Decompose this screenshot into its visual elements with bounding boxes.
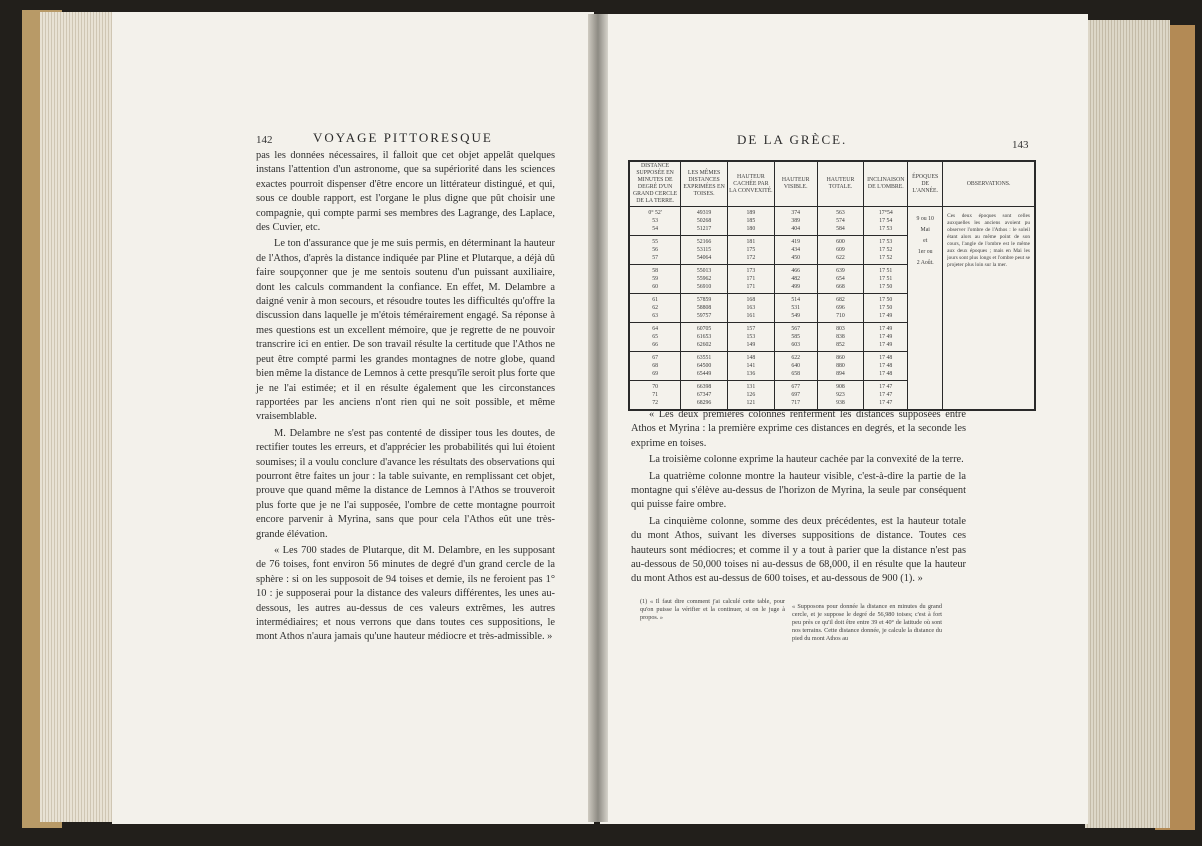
table-value: 567 [791, 326, 801, 332]
table-value: 17 52 [879, 247, 893, 253]
table-cell-incl [864, 352, 908, 381]
table-value: 64 [652, 326, 658, 332]
table-value: 66398 [696, 384, 712, 390]
table-value: 52166 [696, 239, 712, 245]
epoque-line: et [923, 238, 928, 244]
table-cell-toises [681, 236, 728, 265]
table-value: 17 49 [879, 326, 893, 332]
table-cell-cachee [727, 323, 774, 352]
table-value: 17 54 [879, 218, 893, 224]
table-value: 17 52 [879, 255, 893, 261]
table-value: 69 [652, 371, 658, 377]
table-cell-visible [774, 236, 817, 265]
table-value: 17 49 [879, 334, 893, 340]
table-value: 499 [791, 284, 801, 290]
left-paragraph: pas les données nécessaires, il falloit que cet objet appelât quelques instans l'attention d'un astronome, que sa supériorité dans les sciences exactes pourroit dispenser d'être encore un littérateur distingué, et qui, sous ce double rapport, est l'organe le plus digne que pût choisir une compagnie, qui compte parmi ses membres des Lagrange, des Laplace, des Cuvier, etc. [256, 150, 555, 234]
table-value: 181 [746, 239, 756, 245]
table-value: 677 [791, 384, 801, 390]
table-value: 175 [746, 247, 756, 253]
table-cell-cachee [727, 265, 774, 294]
table-value: 654 [836, 276, 845, 282]
table-value: 148 [746, 355, 756, 361]
table-value: 54 [652, 226, 658, 232]
table-cell-incl [864, 294, 908, 323]
table-value: 62602 [696, 342, 712, 348]
table-header: INCLINAISON DE L'OMBRE. [864, 161, 908, 207]
table-cell-visible [774, 381, 817, 411]
table-value: 53115 [696, 247, 712, 253]
table-value: 63 [652, 313, 658, 319]
table-value: 57859 [696, 297, 712, 303]
table-value: 180 [746, 226, 756, 232]
table-value: 668 [836, 284, 845, 290]
right-paragraph: « Les deux premières colonnes renferment les distances supposées entre Athos et Myrina : la première exprime ces distances en degrés, et la seconde les exprime en toises. [631, 409, 966, 449]
table-value: 852 [836, 342, 845, 348]
table-value: 153 [746, 334, 756, 340]
table-value: 185 [746, 218, 756, 224]
table-value: 56 [652, 247, 658, 253]
table-header: HAUTEUR TOTALE. [817, 161, 864, 207]
table-cell-dist [629, 236, 681, 265]
table-value: 173 [746, 268, 756, 274]
table-cell-visible [774, 265, 817, 294]
page-edges-right [1085, 20, 1170, 828]
table-value: 149 [746, 342, 756, 348]
table-cell-dist [629, 207, 681, 236]
table-value: 563 [836, 210, 845, 216]
table-value: 710 [836, 313, 845, 319]
table-value: 71 [652, 392, 658, 398]
table-value: 63551 [696, 355, 712, 361]
table-value: 860 [836, 355, 845, 361]
table-cell-toises [681, 265, 728, 294]
right-paragraph: La quatrième colonne montre la hauteur visible, c'est-à-dire la partie de la montagne qui s'élève au-dessus de l'horizon de Myrina, la seule par conséquent qui puisse faire ombre. [631, 470, 966, 511]
table-value: 56910 [696, 284, 712, 290]
table-value: 66 [652, 342, 658, 348]
footnote: (1) « Il faut dire comment j'ai calculé cette table, pour qu'on puisse la vérifier et la continuer, si on le juge à propos. » [640, 598, 785, 621]
table-value: 17 48 [879, 363, 893, 369]
table-value: 59 [652, 276, 658, 282]
table-value: 64500 [696, 363, 712, 369]
table-value: 584 [836, 226, 845, 232]
table-value: 58 [652, 268, 658, 274]
table-value: 640 [791, 363, 801, 369]
table-value: 60 [652, 284, 658, 290]
epoque-line: 9 ou 10 [916, 216, 934, 222]
table-value: 55962 [696, 276, 712, 282]
table-value: 17 48 [879, 355, 893, 361]
table-value: 70 [652, 384, 658, 390]
table-cell-incl [864, 381, 908, 411]
table-value: 514 [791, 297, 801, 303]
table-header: HAUTEUR CACHÉE PAR LA CONVEXITÉ. [727, 161, 774, 207]
observation-text: Ces deux époques sont celles auxquelles les anciens avoient pu observer l'ombre de l'Athos : le soleil étant alors au même point de son cours, l'angle de l'ombre est le même aux deux époques ; mais en Mai les jours sont plus longs et l'ombre peut se projeter plus loin sur la mer. [947, 213, 1030, 268]
table-value: 603 [791, 342, 801, 348]
table-value: 58808 [696, 305, 712, 311]
right-running-head: DE LA GRÈCE. [737, 132, 848, 147]
table-value: 450 [791, 255, 801, 261]
table-value: 53 [652, 218, 658, 224]
table-cell-visible [774, 352, 817, 381]
table-value: 894 [836, 371, 845, 377]
table-cell-totale [817, 323, 864, 352]
table-value: 466 [791, 268, 801, 274]
table-value: 17 47 [879, 400, 893, 406]
table-cell-incl [864, 265, 908, 294]
table-header: ÉPOQUES DE L'ANNÉE. [908, 161, 943, 207]
table-value: 696 [836, 305, 845, 311]
right-page-number: 143 [1012, 139, 1029, 151]
table-value: 803 [836, 326, 845, 332]
table-value: 17 53 [879, 226, 893, 232]
table-value: 17°54 [878, 210, 893, 216]
left-page-number: 142 [256, 134, 273, 146]
page-edges-left [40, 12, 115, 822]
table-value: 55013 [696, 268, 712, 274]
table-cell-toises [681, 207, 728, 236]
table-cell-dist [629, 381, 681, 411]
table-value: 574 [836, 218, 845, 224]
table-value: 172 [746, 255, 756, 261]
table-cell-visible [774, 207, 817, 236]
table-value: 717 [791, 400, 801, 406]
table-cell-incl [864, 207, 908, 236]
right-paragraph: La cinquième colonne, somme des deux précédentes, est la hauteur totale du mont Athos, suivant les diverses suppositions de distance. Toutes ces hauteurs sont médiocres; et comme il y a tout à parier que la distance n'est pas au-dessous de 50,000 toises ni au-dessus de 68,000, il en résulte que la hauteur du mont Athos est au-dessus de 600 toises, et au-dessous de 900 (1). » [631, 515, 966, 585]
table-cell-totale [817, 236, 864, 265]
table-header: OBSERVATIONS. [943, 161, 1035, 207]
table-value: 171 [746, 276, 756, 282]
table-value: 17 48 [879, 371, 893, 377]
right-body-text [631, 408, 966, 589]
table-value: 171 [746, 284, 756, 290]
table-value: 51217 [696, 226, 712, 232]
table-value: 72 [652, 400, 658, 406]
table-cell-cachee [727, 381, 774, 411]
table-body [629, 207, 1035, 411]
table-value: 189 [746, 210, 756, 216]
table-value: 17 50 [879, 297, 893, 303]
table-value: 609 [836, 247, 845, 253]
table-value: 60705 [696, 326, 712, 332]
table-cell-totale [817, 207, 864, 236]
table-value: 404 [791, 226, 801, 232]
table-value: 838 [836, 334, 845, 340]
epoque-line: Mai [920, 227, 930, 233]
epoques-cell [908, 207, 943, 411]
table-value: 880 [836, 363, 845, 369]
table-value: 434 [791, 247, 801, 253]
table-value: 482 [791, 276, 801, 282]
table-value: 639 [836, 268, 845, 274]
table-value: 908 [836, 384, 845, 390]
table-value: 658 [791, 371, 801, 377]
table-value: 17 49 [879, 342, 893, 348]
table-value: 65449 [696, 371, 712, 377]
table-cell-visible [774, 294, 817, 323]
table-value: 67347 [696, 392, 712, 398]
table-value: 141 [746, 363, 756, 369]
table-value: 549 [791, 313, 801, 319]
table-value: 50268 [696, 218, 712, 224]
table-value: 59757 [696, 313, 712, 319]
table-cell-toises [681, 294, 728, 323]
table-value: 17 47 [879, 384, 893, 390]
table-value: 49319 [696, 210, 712, 216]
table-value: 531 [791, 305, 801, 311]
table-value: 136 [746, 371, 756, 377]
left-running-head: VOYAGE PITTORESQUE [313, 130, 493, 145]
table-value: 161 [746, 313, 756, 319]
table-value: 62 [652, 305, 658, 311]
table-cell-toises [681, 323, 728, 352]
table-cell-incl [864, 236, 908, 265]
footnote-left-column [640, 598, 785, 622]
table-value: 17 53 [879, 239, 893, 245]
table-cell-toises [681, 352, 728, 381]
table-cell-dist [629, 352, 681, 381]
table-header: HAUTEUR VISIBLE. [774, 161, 817, 207]
table-cell-toises [681, 381, 728, 411]
table-value: 923 [836, 392, 845, 398]
table-cell-dist [629, 265, 681, 294]
table-cell-totale [817, 381, 864, 411]
table-value: 697 [791, 392, 801, 398]
table-value: 17 50 [879, 284, 893, 290]
table-cell-totale [817, 352, 864, 381]
table-value: 622 [791, 355, 801, 361]
table-value: 374 [791, 210, 801, 216]
table-value: 682 [836, 297, 845, 303]
table-value: 54064 [696, 255, 712, 261]
epoque-line: 1er ou [917, 249, 933, 255]
table-value: 17 49 [879, 313, 893, 319]
table-cell-dist [629, 294, 681, 323]
table-value: 61 [652, 297, 658, 303]
table-value: 419 [791, 239, 801, 245]
table-value: 17 51 [879, 276, 893, 282]
table-value: 65 [652, 334, 658, 340]
table-value: 17 51 [879, 268, 893, 274]
table-value: 126 [746, 392, 756, 398]
table-value: 168 [746, 297, 756, 303]
table-value: 121 [746, 400, 756, 406]
table-value: 131 [746, 384, 756, 390]
table-cell-totale [817, 265, 864, 294]
height-table [628, 160, 1036, 411]
left-paragraph: Le ton d'assurance que je me suis permis, en déterminant la hauteur de l'Athos, d'après la distance indiquée par Pline et Plutarque, a déjà dû faire soupçonner que je me sentois soutenu d'un puissant auxiliaire, dont les calculs commandent la confiance. En effet, M. Delambre a daigné venir à mon secours, et résoudre toutes les difficultés qu'offre la discussion dans laquelle je m'étois témérairement engagé. Sa réponse à mes questions est un excellent mémoire, que je regrette de ne pouvoir transcrire ici en entier. De son travail résulte la certitude que l'Athos ne peut être compté parmi les grandes montagnes de notre globe, quand bien même la distance de Lemnos à cette presqu'île seroit plus forte que je ne l'ai estimée; et il en résulte également que les circonstances rapportées par les anciens n'ont rien qui ne soit possible, et même vraisemblable. [256, 238, 555, 423]
left-paragraph: « Les 700 stades de Plutarque, dit M. Delambre, en les supposant de 76 toises, font environ 56 minutes de degré d'un grand cercle de la sphère : si on les supposoit de 94 toises et demie, ils ne feroient pas 1° 10 : je supposerai pour la distance des valeurs différentes, les unes au-dessous, les autres au-dessus de ces valeurs extrêmes, les autres intermédiaires; et nous verrons que dans toutes ces suppositions, le mont Athos n'aura jamais qu'une hauteur médiocre et très-admissible. » [256, 544, 555, 643]
left-body-text [256, 149, 555, 647]
table-value: 585 [791, 334, 801, 340]
observations-cell [943, 207, 1035, 411]
table-value: 17 47 [879, 392, 893, 398]
right-paragraph: La troisième colonne exprime la hauteur cachée par la convexité de la terre. [649, 454, 964, 466]
table-cell-cachee [727, 294, 774, 323]
table-cell-incl [864, 323, 908, 352]
table-value: 163 [746, 305, 756, 311]
book-gutter [588, 14, 608, 822]
left-paragraph: M. Delambre ne s'est pas contenté de dissiper tous les doutes, de rectifier toutes les erreurs, et d'apprécier les probabilités qui lui étoient soumises; il a voulu conclure d'avance les résultats des observations qui pourront être faites un jour : la table suivante, en remplissant cet objet, prouve que quand même la distance de Lemnos à l'Athos se trouveroit plus forte que je ne l'ai supposée, l'ombre de cette montagne pourroit encore parvenir à Myrina, sans que pour cela l'Athos eût une très-grande élévation. [256, 427, 555, 540]
table-row [629, 207, 1035, 236]
table-value: 157 [746, 326, 756, 332]
table-value: 67 [652, 355, 658, 361]
table-cell-cachee [727, 207, 774, 236]
footnote-right-column [792, 603, 942, 643]
table-header: LES MÊMES DISTANCES EXPRIMÉES EN TOISES. [681, 161, 728, 207]
table-cell-cachee [727, 352, 774, 381]
epoque-line: 2 Août. [916, 260, 934, 266]
table-value: 938 [836, 400, 845, 406]
table-value: 57 [652, 255, 658, 261]
table-value: 0° 52' [648, 210, 662, 216]
table-cell-dist [629, 323, 681, 352]
table-value: 68 [652, 363, 658, 369]
table-cell-cachee [727, 236, 774, 265]
table-header: DISTANCE SUPPOSÉE EN MINUTES DE DEGRÉ D'UN GRAND CERCLE DE LA TERRE. [629, 161, 681, 207]
table-value: 389 [791, 218, 801, 224]
table-value: 68296 [696, 400, 712, 406]
table-cell-visible [774, 323, 817, 352]
table-value: 55 [652, 239, 658, 245]
table-value: 17 50 [879, 305, 893, 311]
table-value: 622 [836, 255, 845, 261]
footnote: « Supposons pour donnée la distance en minutes du grand cercle, et je suppose le degré de 56,980 toises; c'est à fort peu près ce qu'il doit être entre 39 et 40° de latitude où sont nos terrains. Cette distance donnée, je calcule la distance du pied du mont Athos au [792, 603, 942, 642]
table-cell-totale [817, 294, 864, 323]
table-value: 61653 [696, 334, 712, 340]
table-value: 600 [836, 239, 845, 245]
